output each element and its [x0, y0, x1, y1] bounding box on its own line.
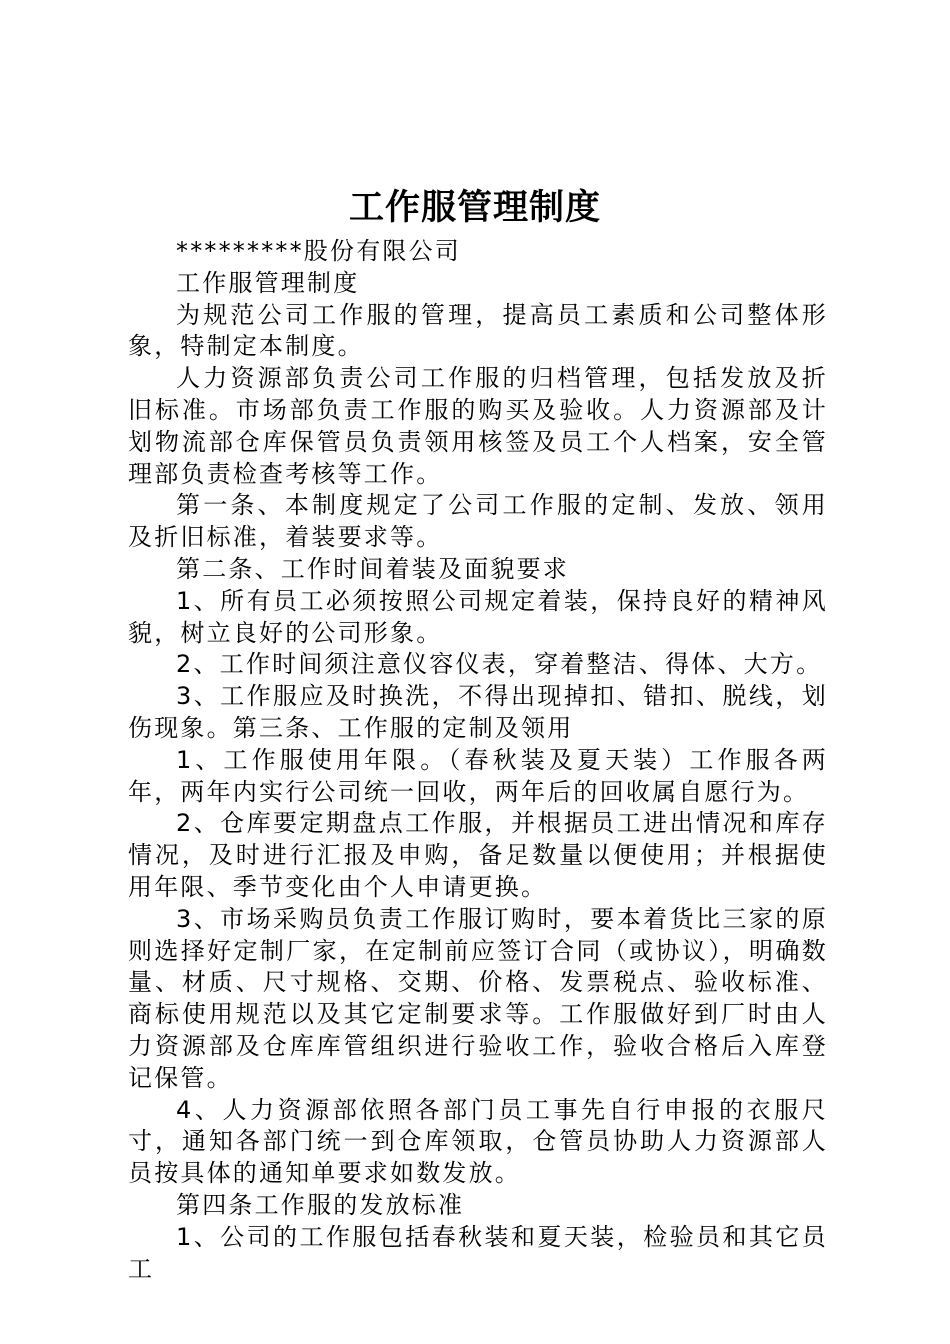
paragraph: 为规范公司工作服的管理，提高员工素质和公司整体形象，特制定本制度。: [128, 300, 828, 361]
article-2-heading: 第二条、工作时间着装及面貌要求: [176, 554, 569, 583]
list-item: 3、工作服应及时换洗，不得出现掉扣、错扣、脱线，划伤现象。第三条、工作服的定制及领用: [128, 682, 828, 742]
paragraph: 人力资源部负责公司工作服的归档管理，包括发放及折旧标准。市场部负责工作服的购买及验收。人力资源部及计划物流部仓库保管员负责领用核签及员工个人档案，安全管理部负责检查考核等工作。: [128, 364, 828, 488]
document-body: [128, 236, 828, 1285]
subtitle-line: 工作服管理制度: [176, 268, 360, 297]
list-item: 1、所有员工必须按照公司规定着装，保持良好的精神风貌，树立良好的公司形象。: [128, 586, 828, 647]
company-name-line: *********股份有限公司: [176, 237, 461, 265]
list-item: 1、公司的工作服包括春秋装和夏天装，检验员和其它员工: [128, 1222, 828, 1283]
article-4-heading: 第四条工作服的发放标准: [176, 1190, 465, 1219]
document-title: 工作服管理制度: [348, 187, 601, 228]
list-item: 2、工作时间须注意仪容仪表，穿着整洁、得体、大方。: [176, 650, 823, 679]
list-item: 4、人力资源部依照各部门员工事先自行申报的衣服尺寸，通知各部门统一到仓库领取，仓管员协助人力资源部人员按具体的通知单要求如数发放。: [128, 1095, 828, 1188]
list-item: 1、工作服使用年限。（春秋装及夏天装）工作服各两年，两年内实行公司统一回收，两年后的回收属自愿行为。: [128, 745, 828, 806]
list-item: 3、市场采购员负责工作服订购时，要本着货比三家的原则选择好定制厂家，在定制前应签订合同（或协议），明确数量、材质、尺寸规格、交期、价格、发票税点、验收标准、商标使用规范以及其它定制要求等。工作服做好到厂时由人力资源部及仓库库管组织进行验收工作，验收合格后入库登记保管。: [128, 904, 828, 1092]
list-item: 2、仓库要定期盘点工作服，并根据员工进出情况和库存情况，及时进行汇报及申购，备足数量以便使用；并根据使用年限、季节变化由个人申请更换。: [128, 809, 828, 901]
article-1: 第一条、本制度规定了公司工作服的定制、发放、领用及折旧标准，着装要求等。: [128, 491, 828, 552]
